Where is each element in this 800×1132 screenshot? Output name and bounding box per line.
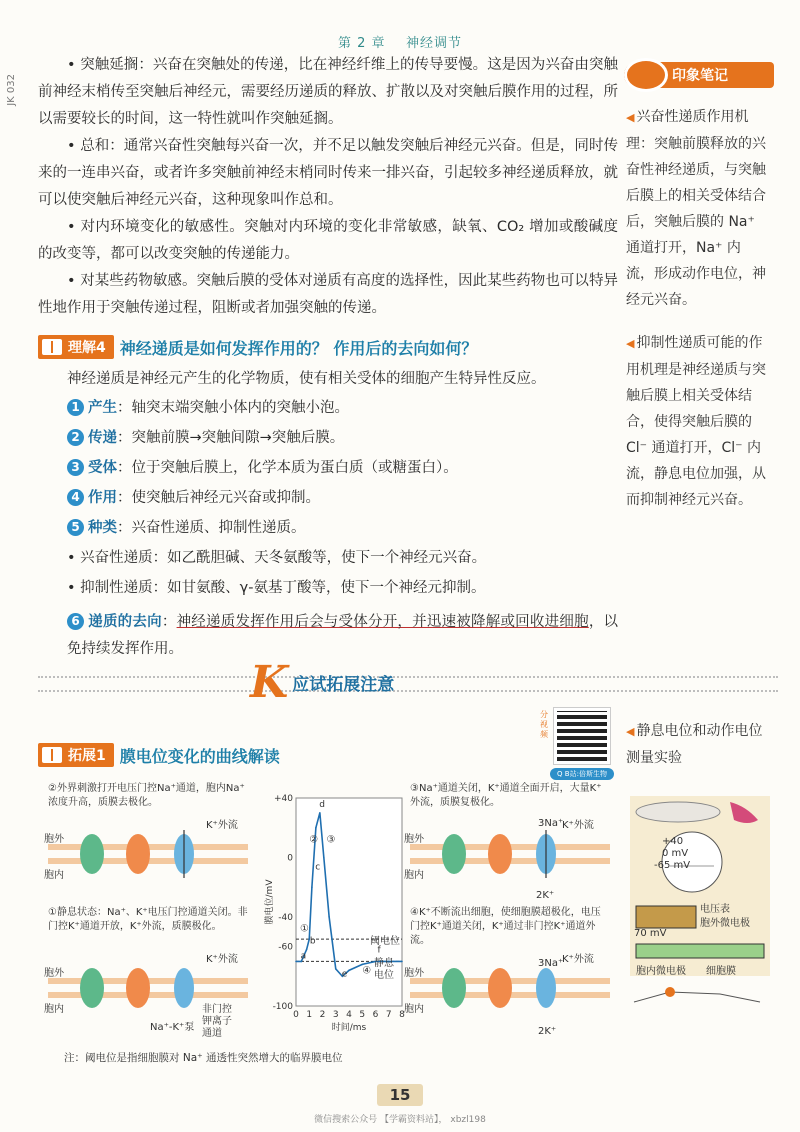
section4-heading [38,332,618,362]
list-item [38,453,618,483]
sub-item-inhibitory: • 抑制性递质：如甘氨酸、γ-氨基丁酸等，使下一个神经元抑制。 [67,580,486,596]
elephant-icon [624,58,668,92]
x-axis-label: 时间/ms [331,1023,367,1033]
sidebar-note-excitatory [626,104,766,313]
list-item-destination [38,609,618,663]
label-outer-electrode: 胞外微电极 [700,918,750,929]
main-column [38,52,618,663]
sidebar-title [624,62,774,88]
data-point [328,916,330,918]
data-point [348,970,350,972]
book-icon [42,747,62,763]
resting-label: 静息电位 [374,958,394,981]
label-outside: 胞外 [404,834,424,845]
qr-side-label: 分视频 [540,710,548,739]
expand1-title: 膜电位变化的曲线解读 [119,746,280,766]
voltmeter-icon [636,906,696,928]
label-inside: 胞内 [404,870,424,881]
number-badge: 6 [67,613,84,630]
point-label: c [315,862,321,873]
cell-membrane [636,944,764,958]
expand1-tag [38,743,114,767]
note-text: 兴奋性递质作用机理：突触前膜释放的兴奋性神经递质，与突触后膜上的相关受体结合后，突触后膜的 Na⁺ 通道打开，Na⁺ 内流，形成动作电位，神经元兴奋。 [626,109,766,308]
caption-resting: ①静息状态：Na⁺、K⁺电压门控通道关闭。非门控K⁺通道开放，K⁺外流，质膜极化。 [48,907,248,932]
x-tick-label: 1 [306,1010,313,1020]
data-point [323,857,325,859]
triangle-icon: ◀ [626,111,635,124]
qr-code[interactable] [554,708,610,764]
k-logo: K [250,656,289,708]
number-badge: 3 [67,459,84,476]
label-outside: 胞外 [404,968,424,979]
label-voltmeter: 电压表 [700,904,730,915]
data-point [315,827,317,829]
x-tick-label: 2 [319,1010,326,1020]
chapter-header [0,32,800,51]
data-point [335,968,337,970]
x-tick-label: 6 [372,1010,379,1020]
label-2k: 2K⁺ [538,1026,557,1037]
side-code: JK 032 [6,74,17,106]
label-inner-electrode: 胞内微电极 [636,966,686,977]
label-k-efflux: K⁺外流 [562,954,594,965]
section4-tag [38,335,114,359]
label-2k: 2K⁺ [536,890,555,901]
list-item [38,513,618,543]
item-text: ：位于突触后膜上，化学本质为蛋白质（或糖蛋白）。 [117,460,458,476]
note-text: 抑制性递质可能的作用机理是神经递质与突触后膜上相关受体结合，使得突触后膜的 Cl⁻ 通道打开，Cl⁻ 内流，静息电位加强，从而抑制神经元兴奋。 [626,335,766,508]
label-k-efflux: K⁺外流 [562,820,594,831]
list-item [38,483,618,513]
label-3na: 3Na⁺ [538,958,564,969]
paragraph-environment: • 对内环境变化的敏感性。突触对内环境的变化非常敏感，缺氧、CO₂ 增加或酸碱度的改变等，都可以改变突触的传递能力。 [38,219,618,262]
na-channel [80,968,104,1008]
label-outside: 胞外 [44,968,64,979]
phase-label: ① [299,923,309,935]
label-3na: 3Na⁺ [538,818,564,829]
na-channel [442,968,466,1008]
item-key: 递质的去向 [88,614,162,630]
data-point [306,949,308,951]
item-text: ：突触前膜→突触间隙→突触后膜。 [117,430,345,446]
triangle-icon: ◀ [626,725,635,738]
data-point [311,886,313,888]
note-text: 静息电位和动作电位测量实验 [626,723,763,766]
qr-caption: Q B站:倍斯生物 [550,768,614,780]
paragraph-delay: • 突触延搁：兴奋在突触处的传递，比在神经纤维上的传导要慢。这是因为兴奋由突触前神经末梢传至突触后神经元，需要经历递质的释放、扩散以及对突触后膜作用的过程，所以需要较长的时间，这一特性就叫作突触延搁。 [38,57,618,127]
label-membrane: 细胞膜 [706,966,736,977]
action-potential-chart [262,784,410,1034]
neuron-body [665,987,675,997]
list-item [38,393,618,423]
na-channel [442,834,466,874]
triangle-icon: ◀ [626,337,635,350]
item-text: ：轴突末端突触小体内的突触小泡。 [117,400,349,416]
data-point [319,812,321,814]
pump [536,968,556,1008]
list-item [38,423,618,453]
item-text-underlined: 神经递质发挥作用后会与受体分开，并迅速被降解或回收进细胞 [176,614,589,630]
phase-label: ③ [326,834,336,846]
sidebar-note-inhibitory [626,330,766,513]
caption-hyperpolarize: ④K⁺不断流出细胞，使细胞膜超极化，电压门控K⁺通道关闭，K⁺通过非门控K⁺通道外流。 [410,907,601,946]
paragraph-drugs: • 对某些药物敏感。突触后膜的受体对递质有高度的选择性，因此某些药物也可以特异性地作用于突触传递过程，阻断或者加强突触的传递。 [38,273,618,316]
threshold-label: 阈电位 [370,936,400,947]
expand1-heading [38,740,280,770]
caption-repolarize: ③Na⁺通道关闭，K⁺通道全面开启，大量K⁺外流，质膜复极化。 [410,783,602,808]
x-tick-label: 5 [359,1010,366,1020]
item-text: ，以免持续发挥作用。 [67,614,619,657]
y-tick-label: -40 [278,912,293,923]
expand1-tag-label: 拓展1 [68,748,106,764]
y-tick-label: 0 [287,853,293,864]
chapter-number: 第 2 章 [337,36,386,51]
label-k-efflux: K⁺外流 [206,820,238,831]
y-tick-label: +40 [274,794,293,804]
phase-label: ④ [362,965,372,977]
number-badge: 5 [67,519,84,536]
item-text: ：兴奋性递质、抑制性递质。 [117,520,306,536]
item-key: 作用 [88,490,117,506]
item-key: 产生 [88,400,117,416]
paragraph-summation: • 总和：通常兴奋性突触每兴奋一次，并不足以触发突触后神经元兴奋。但是，同时传来的一连串兴奋，或者许多突触前神经末梢同时传来一排兴奋，引起较多神经递质释放，就可以使突触后神经元兴奋，这种现象叫作总和。 [38,138,618,208]
x-tick-label: 8 [399,1010,405,1020]
label-nongated: 非门控钾离子通道 [202,1004,232,1039]
label-inside: 胞内 [44,870,64,881]
x-tick-label: 7 [385,1010,392,1020]
point-label: d [319,799,325,810]
y-tick-label: -100 [272,1002,293,1012]
point-label: e [341,969,348,980]
data-point [401,961,403,963]
neuron-icon [630,982,770,1012]
axon-icon [636,802,720,822]
label-inside: 胞内 [44,1004,64,1015]
item-colon: ： [161,614,177,630]
nongated-k-channel [174,968,194,1008]
number-badge: 4 [67,489,84,506]
sub-item-excitatory: • 兴奋性递质：如乙酰胆碱、天冬氨酸等，使下一个神经元兴奋。 [67,550,487,566]
x-tick-label: 4 [346,1010,352,1020]
reading-0: 0 mV [662,848,689,859]
chapter-title: 神经调节 [406,36,463,51]
reading-minus65: -65 mV [654,860,691,871]
item-key: 受体 [88,460,117,476]
caption-depolarize: ②外界刺激打开电压门控Na⁺通道，胞内Na⁺浓度升高，质膜去极化。 [48,783,245,808]
banner-title: 应试拓展注意 [292,674,395,695]
na-channel [80,834,104,874]
page-number: 15 [377,1084,423,1106]
k-channel [488,834,512,874]
label-pump: Na⁺-K⁺泵 [150,1022,195,1033]
item-key: 传递 [88,430,117,446]
sidebar-title-text: 印象笔记 [672,68,728,84]
section4-tag-label: 理解4 [68,340,106,356]
item-text: ：使突触后神经元兴奋或抑制。 [117,490,320,506]
section4-question: 神经递质是如何发挥作用的？ 作用后的去向如何？ [119,338,478,358]
phase-label: ② [309,834,319,846]
data-point [295,961,297,963]
item-key: 种类 [88,520,117,536]
electrode-setup [630,796,770,900]
point-label: f [377,945,381,956]
y-tick-label: -60 [278,942,293,953]
neuron-axon [634,992,760,1002]
point-label: a [300,951,307,962]
label-70mv: 70 mV [634,928,667,939]
book-icon [42,339,62,355]
exam-banner [250,656,550,708]
k-channel [126,968,150,1008]
reading-plus40: +40 [662,836,684,847]
section4-intro: 神经递质是神经元产生的化学物质，使有相关受体的细胞产生特异性反应。 [67,371,546,387]
footer-text: 微信搜索公众号 【学霸资料站】， xbzl198 [314,1115,486,1125]
k-channel [126,834,150,874]
y-axis-label: 膜电位/mV [265,879,275,925]
footnote: 注：阈电位是指细胞膜对 Na⁺ 通透性突然增大的临界膜电位 [64,1052,343,1064]
label-inside: 胞内 [404,1004,424,1015]
number-badge: 2 [67,429,84,446]
point-label: b [309,936,316,947]
k-channel [488,968,512,1008]
label-outside: 胞外 [44,834,64,845]
label-k-efflux: K⁺外流 [206,954,238,965]
x-tick-label: 0 [293,1010,299,1020]
x-tick-label: 3 [332,1010,339,1020]
number-badge: 1 [67,399,84,416]
sidebar-note-experiment [626,718,766,771]
